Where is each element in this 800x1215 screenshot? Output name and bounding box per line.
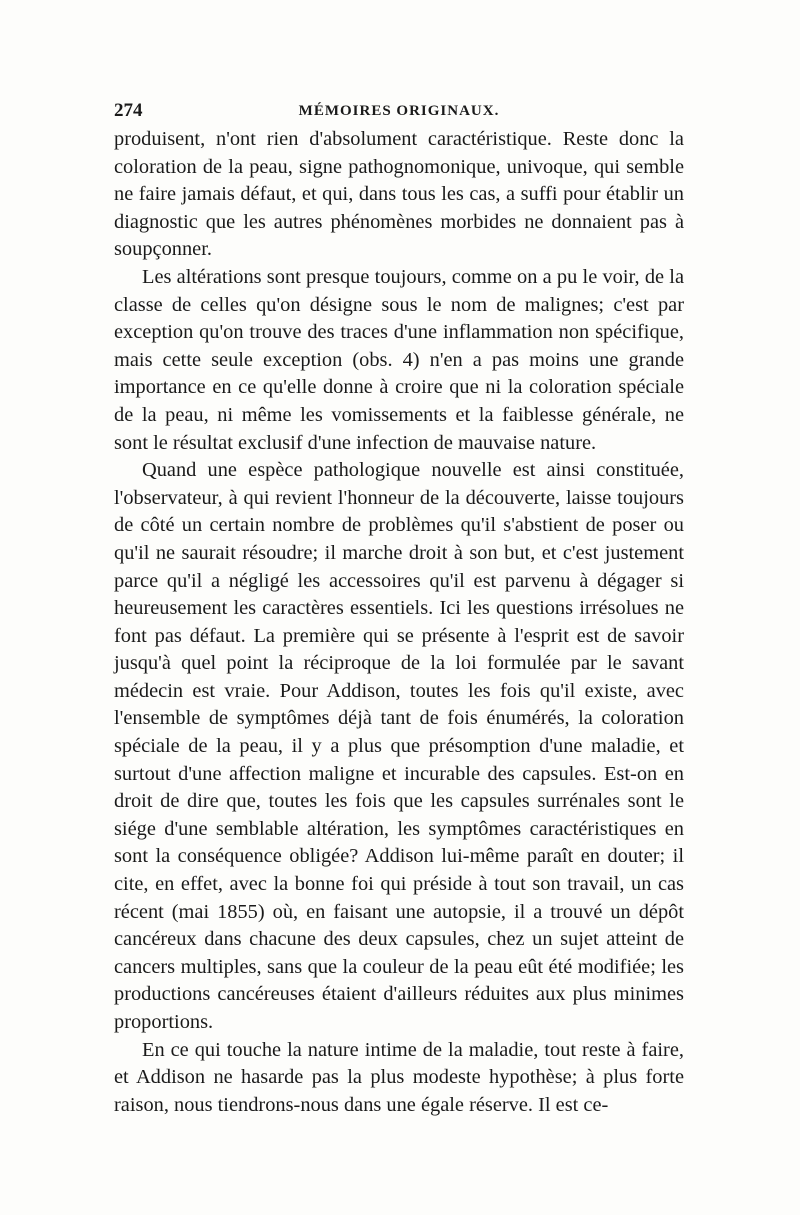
running-head: MÉMOIRES ORIGINAUX.	[298, 103, 500, 119]
page-number: 274	[114, 100, 143, 121]
paragraph: Quand une espèce pathologique nouvelle est ainsi constituée, l'observateur, à qui revient l'honneur de la découverte, laisse toujours de côté un certain nombre de problèmes qu'il s'abstient de poser ou qu'il ne saurait résoudre; il marche droit à son but, et c'est justement parce qu'il a négligé les accessoires qu'il est parvenu à dégager si heureusement les caractères essentiels. Ici les questions irrésolues ne font pas défaut. La première qui se présente à l'esprit est de savoir jusqu'à quel point la réciproque de la loi formulée par le savant médecin est vraie. Pour Addison, toutes les fois qu'il existe, avec l'ensemble de symptômes déjà tant de fois énumérés, la coloration spéciale de la peau, il y a plus que présomption d'une maladie, et surtout d'une affection maligne et incurable des capsules. Est-on en droit de dire que, toutes les fois que les capsules surrénales sont le siége d'une semblable altération, les symptômes caractéristiques en sont la conséquence obligée? Addison lui-même paraît en douter; il cite, en effet, avec la bonne foi qui préside à tout son travail, un cas récent (mai 1855) où, en faisant une autopsie, il a trouvé un dépôt cancéreux dans chacune des deux capsules, chez un sujet atteint de cancers multiples, sans que la couleur de la peau eût été modifiée; les productions cancéreuses étaient d'ailleurs réduites aux plus minimes proportions.	[114, 459, 684, 1033]
body-text	[114, 126, 684, 1119]
page-header	[114, 100, 684, 122]
paragraph: produisent, n'ont rien d'absolument caractéristique. Reste donc la coloration de la peau, signe pathognomonique, univoque, qui semble ne faire jamais défaut, et qui, dans tous les cas, a suffi pour établir un diagnostic que les autres phénomènes morbides ne donnaient pas à soupçonner.	[114, 128, 684, 261]
paragraph: En ce qui touche la nature intime de la maladie, tout reste à faire, et Addison ne hasarde pas la plus modeste hypothèse; à plus forte raison, nous tiendrons-nous dans une égale réserve. Il est ce-	[114, 1038, 684, 1116]
paragraph: Les altérations sont presque toujours, comme on a pu le voir, de la classe de celles qu'on désigne sous le nom de malignes; c'est par exception qu'on trouve des traces d'une inflammation non spécifique, mais cette seule exception (obs. 4) n'en a pas moins une grande importance en ce qu'elle donne à croire que ni la coloration spéciale de la peau, ni même les vomissements et la faiblesse générale, ne sont le résultat exclusif d'une infection de mauvaise nature.	[114, 265, 684, 454]
